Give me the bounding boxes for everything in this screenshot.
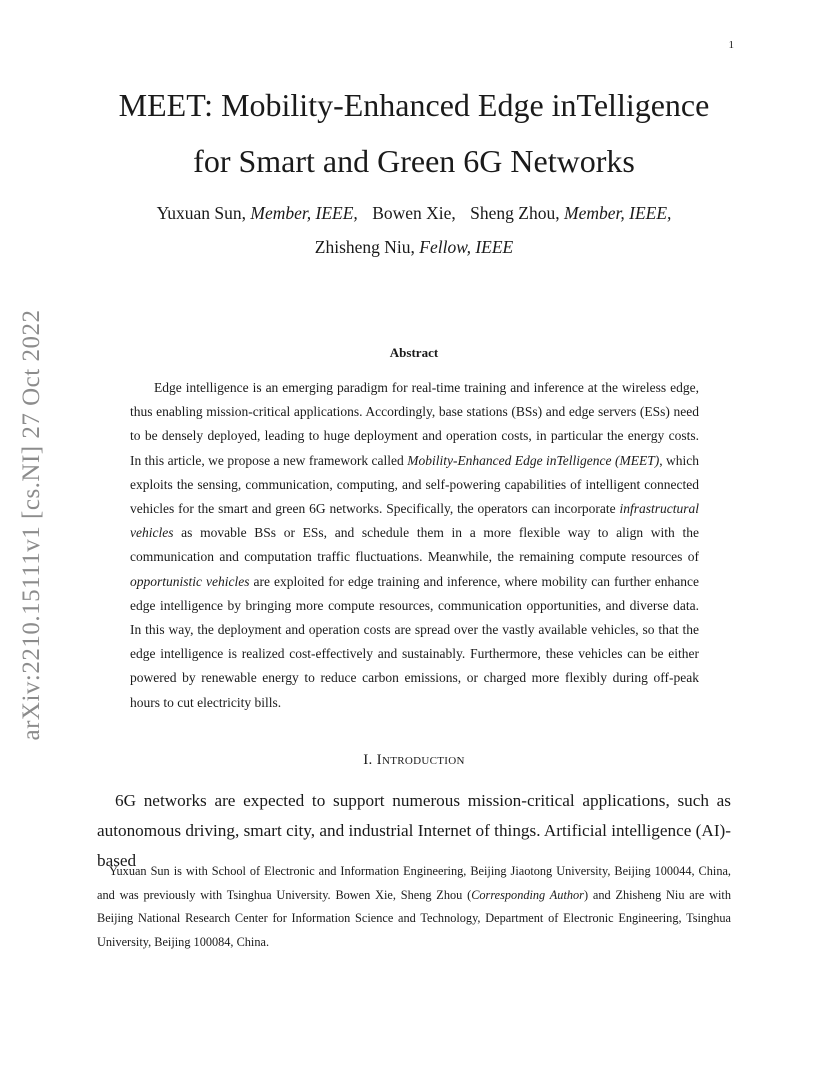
page-number: 1 — [728, 39, 734, 51]
abstract-emphasis: Mobility-Enhanced Edge inTelligence (MEET) — [407, 452, 660, 468]
author-line-2 — [0, 230, 828, 264]
author-name: Zhisheng Niu, — [314, 237, 420, 257]
abstract-text: as movable BSs or ESs, and schedule them in a more flexible way to align with the communication and computation traffic fluctuations. Meanwhile, the remaining compute resources of — [130, 525, 699, 565]
author-name: Yuxuan Sun, — [156, 203, 251, 223]
author-affiliation: Fellow, IEEE — [419, 237, 514, 257]
abstract-emphasis: opportunistic vehicles — [130, 573, 250, 589]
author-footnote — [97, 860, 731, 954]
abstract-text: Edge intelligence is an emerging paradigm for real-time training and inference at the wireless edge, thus enabling mission-critical applications. Accordingly, base stations (BSs) and edge servers (ESs) need to be densely deployed, leading to huge deployment and operation costs, in particular the energy costs. In this article, we propose a new framework called — [130, 380, 699, 468]
intro-paragraph: 6G networks are expected to support numerous mission-critical applications, such as autonomous driving, smart city, and industrial Internet of things. Artificial intelligence (AI)-based — [97, 791, 731, 870]
footnote-emphasis: Corresponding Author — [471, 887, 584, 902]
author-affiliation: Member, IEEE, — [250, 203, 358, 223]
abstract-text: are exploited for edge training and inference, where mobility can further enhance edge intelligence by bringing more compute resources, communication opportunities, and diverse data. In this way, the deployment and operation costs are spread over the vastly available vehicles, so that the edge intelligence is realized cost-effectively and sustainably. Furthermore, these vehicles can be either powered by renewable energy to reduce carbon emissions, or charged more flexibly during off-peak hours to cut electricity bills. — [130, 573, 699, 710]
abstract-body — [130, 376, 699, 715]
footnote-text: ) and Zhisheng Niu are with Beijing National Research Center for Information Science and Technology, Department of Electronic Engineering, Tsinghua University, Beijing 100084, China. — [97, 887, 731, 949]
section-title: Introduction — [376, 752, 465, 768]
author-name: Sheng Zhou, — [470, 203, 564, 223]
author-list — [0, 196, 828, 264]
title-line-2: for Smart and Green 6G Networks — [193, 143, 635, 179]
author-name: Bowen Xie, — [372, 203, 456, 223]
section-heading — [0, 752, 828, 769]
author-line-1 — [0, 196, 828, 230]
footnote-text: Yuxuan Sun is with School of Electronic and Information Engineering, Beijing Jiaotong University, Beijing 100044, China, and was previously with Tsinghua University. Bowen Xie, Sheng Zhou ( — [97, 864, 731, 902]
abstract-heading: Abstract — [389, 345, 439, 360]
arxiv-side-stamp: arXiv:2210.15111v1 [cs.NI] 27 Oct 2022 — [18, 309, 45, 741]
abstract-text: , which exploits the sensing, communication, computing, and self-powering capabilities of intelligent connected vehicles for the smart and green 6G networks. Specifically, the operators can incorporate — [130, 452, 700, 517]
section-number: I. — [363, 752, 377, 768]
paper-title — [0, 77, 828, 189]
title-line-1: MEET: Mobility-Enhanced Edge inTelligence — [118, 87, 710, 123]
author-affiliation: Member, IEEE, — [564, 203, 672, 223]
abstract-emphasis: infrastructural vehicles — [130, 501, 699, 541]
